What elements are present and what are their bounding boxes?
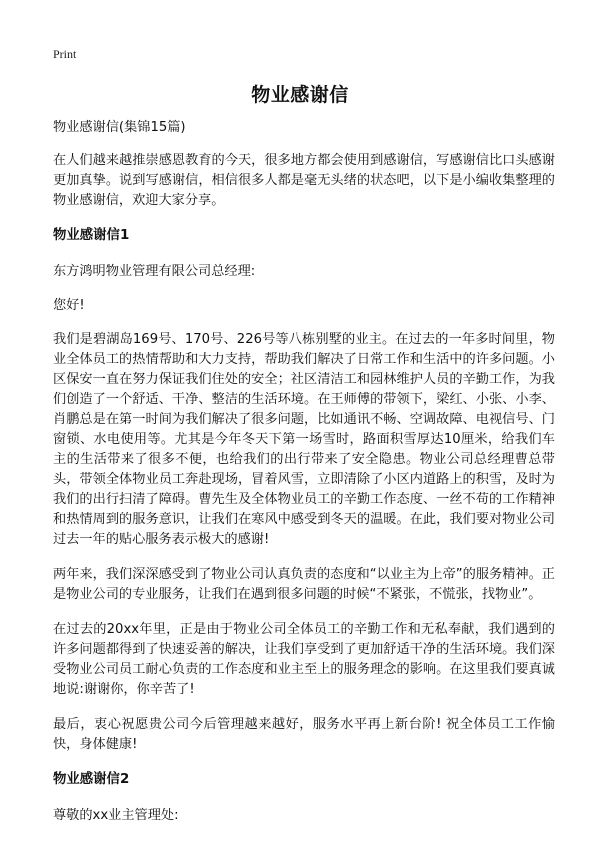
print-link[interactable]: Print — [53, 47, 77, 61]
letter-2-recipient: 尊敬的xx业主管理处: — [53, 808, 179, 823]
letter-1-heading: 物业感谢信1 — [53, 228, 130, 243]
letter-1-paragraph-2: 两年来，我们深深感受到了物业公司认真负责的态度和“以业主为上帝”的服务精神。正是物业公司的专业服务，让我们在遇到很多问题的时候“不紧张，不慌张，找物业”。 — [53, 567, 555, 602]
intro-paragraph: 在人们越来越推崇感恩教育的今天，很多地方都会使用到感谢信，写感谢信比口头感谢更加真挚。说到写感谢信，相信很多人都是毫无头绪的状态吧，以下是小编收集整理的物业感谢信，欢迎大家分享。 — [53, 153, 555, 208]
letter-1-recipient: 东方鸿明物业管理有限公司总经理: — [53, 264, 256, 279]
document-subtitle: 物业感谢信(集锦15篇) — [53, 120, 186, 135]
letter-2-heading: 物业感谢信2 — [53, 772, 130, 787]
letter-1-paragraph-4: 最后，衷心祝愿贵公司今后管理越来越好，服务水平再上新台阶! 祝全体员工工作愉快，身体健康! — [53, 717, 555, 752]
letter-1-paragraph-1: 我们是碧湖岛169号、170号、226号等八栋别墅的业主。在过去的一年多时间里，物业全体员工的热情帮助和大力支持，帮助我们解决了日常工作和生活中的许多问题。小区保安一直在努力保证我们住处的安全；社区清洁工和园林维护人员的辛勤工作，为我们创造了一个舒适、干净、整洁的生活环境。在王师傅的带领下，梁红、小张、小李、肖鹏总是在第一时间为我们解决了很多问题，比如通讯不畅、空调故障、电视信号、门窗锁、水电使用等。尤其是今年冬天下第一场雪时，路面积雪厚达10厘米，给我们车主的生活带来了很多不便，也给我们的出行带来了安全隐患。物业公司总经理曹总带头，带领全体物业员工奔赴现场，冒着风雪，立即清除了小区内道路上的积雪，及时为我们的出行扫清了障碍。曹先生及全体物业员工的辛勤工作态度、一丝不苟的工作精神和热情周到的服务意识，让我们在寒风中感受到冬天的温暖。在此，我们要对物业公司过去一年的贴心服务表示极大的感谢! — [53, 332, 555, 547]
document-body — [53, 118, 555, 841]
page-title: 物业感谢信 — [251, 84, 349, 106]
letter-1-greeting: 您好! — [53, 298, 85, 313]
letter-1-paragraph-3: 在过去的20xx年里，正是由于物业公司全体员工的辛勤工作和无私奉献，我们遇到的许多问题都得到了快速妥善的解决，让我们享受到了更加舒适干净的生活环境。我们深受物业公司员工耐心负责的工作态度和业主至上的服务理念的影响。在这里我们要真诚地说:谢谢你，你辛苦了! — [53, 622, 555, 697]
